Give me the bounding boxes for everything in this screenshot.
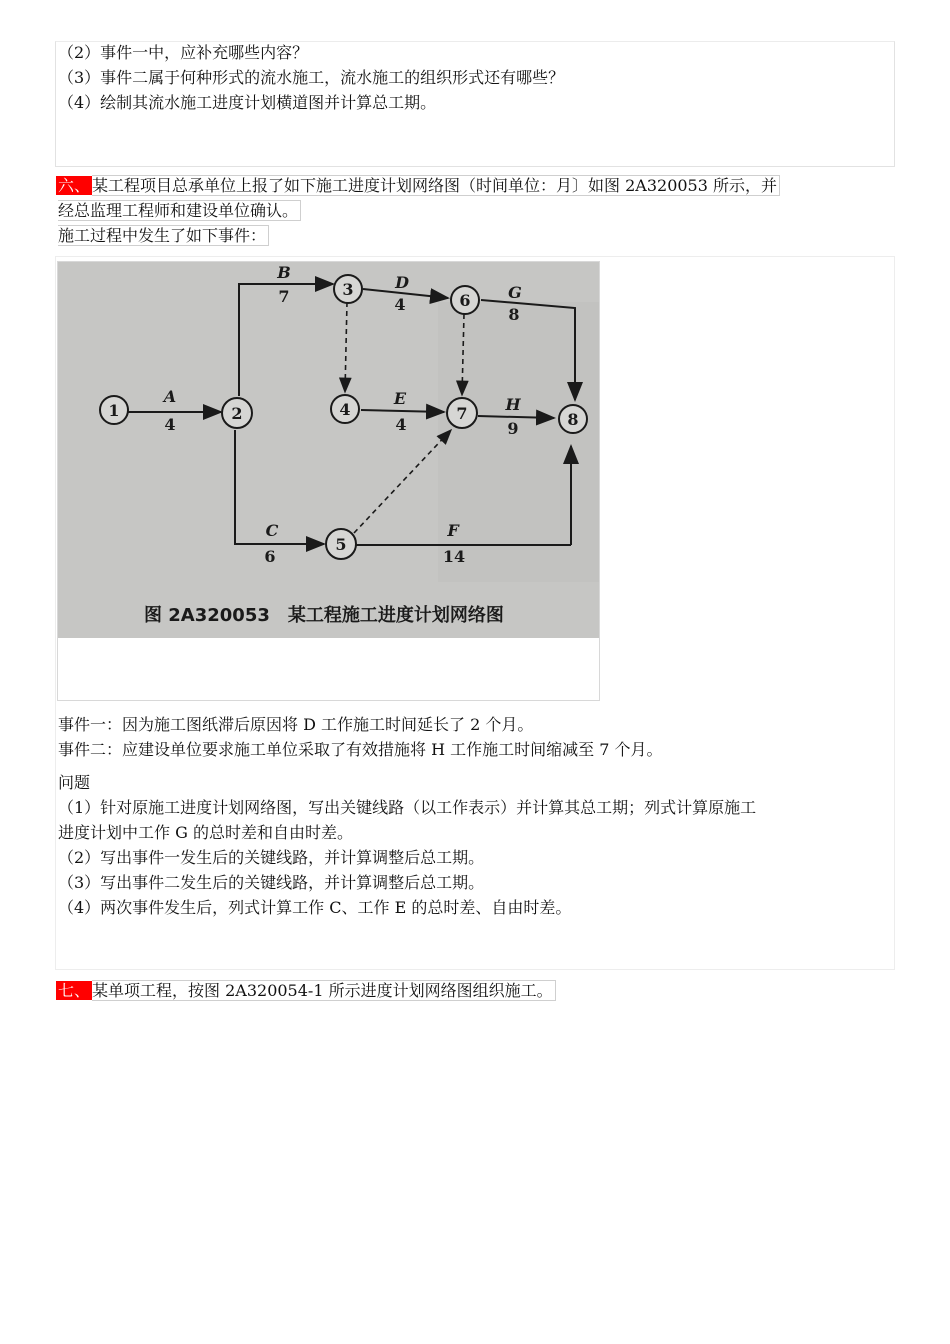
activity-f-name: F [447,521,459,540]
node-7-label: 7 [456,404,468,423]
activity-a-duration: 4 [164,415,176,434]
node-1 [100,396,128,424]
activity-e-name: E [393,389,407,408]
activity-g-duration: 8 [508,305,520,324]
node-2 [222,398,252,428]
q6-intro-line1: 某工程项目总承单位上报了如下施工进度计划网络图（时间单位：月〕如图 2A320053 所示，并 [92,175,780,196]
activity-b-name: B [277,263,291,282]
node-3-label: 3 [342,280,354,299]
activity-b-duration: 7 [278,287,290,306]
network-diagram [58,262,599,638]
q6-intro-line2: 经总监理工程师和建设单位确认。 [58,200,301,222]
network-figure [57,261,600,701]
q6-number-badge: 六、 [58,176,91,195]
node-2-label: 2 [231,404,243,423]
q6-heading [56,175,780,197]
question-1-line2: 进度计划中工作 G 的总时差和自由时差。 [58,823,353,842]
question-3-top: （3）事件二属于何种形式的流水施工，流水施工的组织形式还有哪些？ [58,68,565,87]
node-4-label: 4 [339,400,351,419]
activity-h-duration: 9 [507,419,519,438]
q7-intro: 某单项工程，按图 2A320054-1 所示进度计划网络图组织施工。 [92,980,556,1001]
node-6-label: 6 [459,291,471,310]
activity-g-name: G [508,283,522,302]
node-1-label: 1 [108,401,120,420]
q7-number-badge: 七、 [58,981,91,1000]
event-2: 事件二：应建设单位要求施工单位采取了有效措施将 H 工作施工时间缩减至 7 个月。 [58,740,663,759]
node-5 [326,529,356,559]
question-2: （2）写出事件一发生后的关键线路，并计算调整后总工期。 [58,848,485,867]
activity-e-duration: 4 [395,415,407,434]
questions-heading: 问题 [58,773,91,792]
network-diagram-photo [58,262,599,638]
question-4-top: （4）绘制其流水施工进度计划横道图并计算总工期。 [58,93,437,112]
q6-intro-line3: 施工过程中发生了如下事件： [58,225,269,247]
activity-c-duration: 6 [264,547,276,566]
node-5-label: 5 [335,535,347,554]
activity-h-name: H [505,395,521,414]
activity-d-duration: 4 [394,295,406,314]
figure-caption: 图 2A320053 某工程施工进度计划网络图 [144,605,504,626]
q7-heading [56,980,556,1002]
node-8 [559,405,587,433]
node-8-label: 8 [567,410,579,429]
node-7 [447,398,477,428]
event-1: 事件一：因为施工图纸滞后原因将 D 工作施工时间延长了 2 个月。 [58,715,534,734]
activity-a-name: A [163,387,177,406]
question-3: （3）写出事件二发生后的关键线路，并计算调整后总工期。 [58,873,485,892]
activity-c-name: C [265,521,279,540]
activity-d-name: D [395,273,409,292]
question-1-line1: （1）针对原施工进度计划网络图，写出关键线路（以工作表示）并计算其总工期；列式计算原施工 [58,798,757,817]
node-4 [331,395,359,423]
question-2-top: （2）事件一中，应补充哪些内容？ [58,43,309,62]
question-4: （4）两次事件发生后，列式计算工作 C、工作 E 的总时差、自由时差。 [58,898,572,917]
activity-f-duration: 14 [442,547,466,566]
node-6 [451,286,479,314]
node-3 [334,275,362,303]
